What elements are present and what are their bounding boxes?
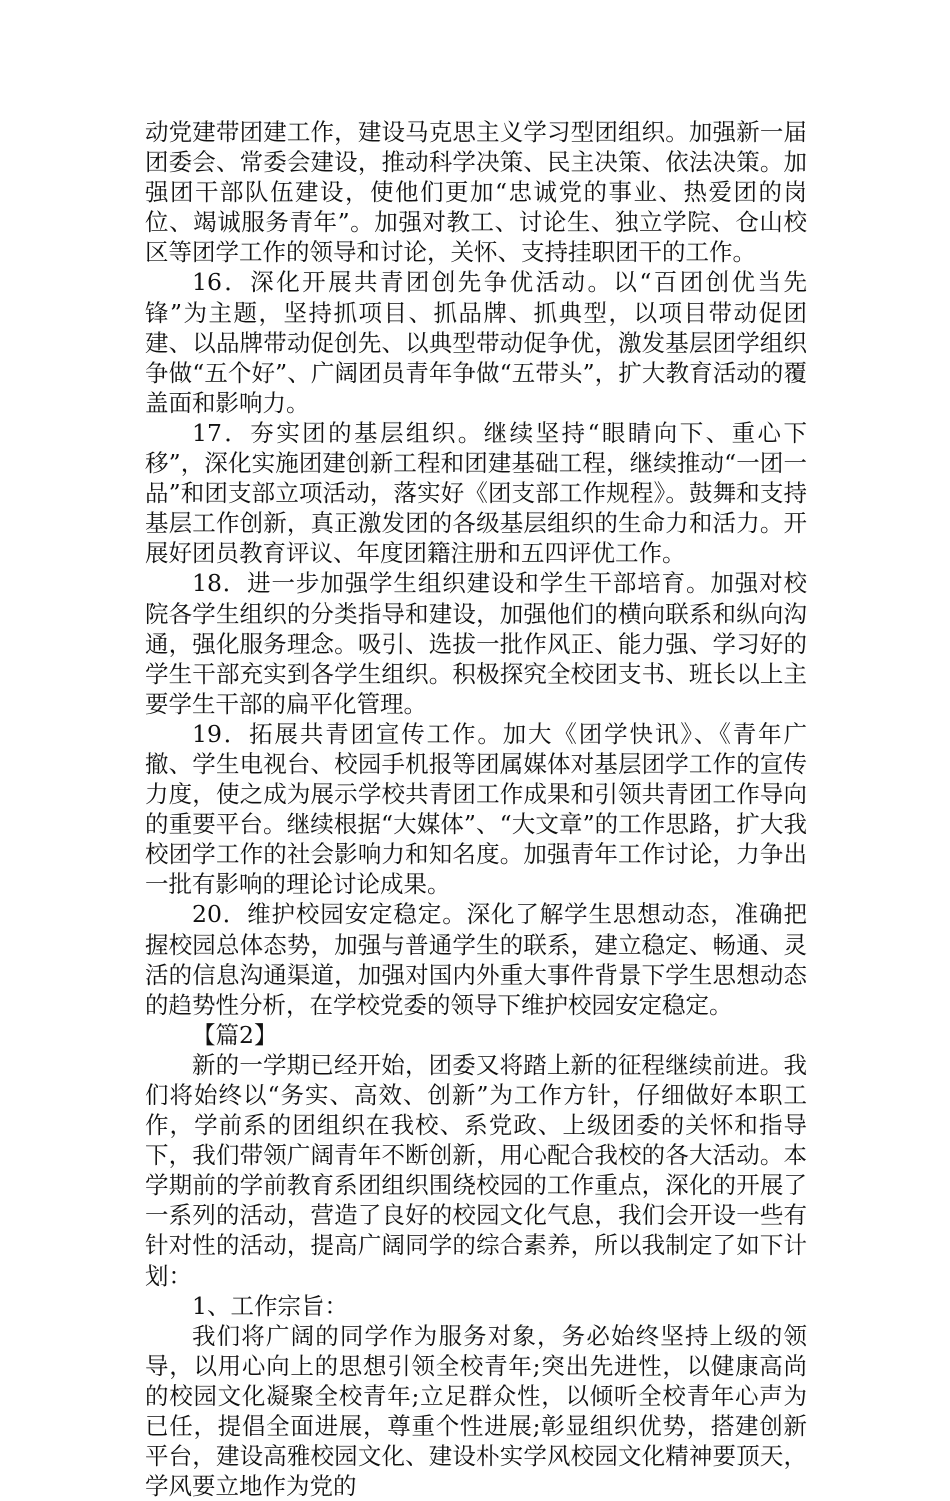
paragraph-item-16: 16．深化开展共青团创先争优活动。以“百团创优当先锋”为主题，坚持抓项目、抓品牌、抓典型，以项目带动促团建、以品牌带动促创先、以典型带动促争优，激发基层团学组织争做“五个好”、广阔团员青年争做“五带头”，扩大教育活动的覆盖面和影响力。 <box>145 268 807 417</box>
paragraph-work-purpose: 我们将广阔的同学作为服务对象，务必始终坚持上级的领导，以用心向上的思想引领全校青年;突出先进性，以健康高尚的校园文化凝聚全校青年;立足群众性，以倾听全校青年心声为已任，提倡全面进展，尊重个性进展;彰显组织优势，搭建创新平台，建设高雅校园文化、建设朴实学风校园文化精神要顶天，学风要立地作为党的 <box>145 1321 807 1501</box>
paragraph-intro: 新的一学期已经开始，团委又将踏上新的征程继续前进。我们将始终以“务实、高效、创新”为工作方针，仔细做好本职工作，学前系的团组织在我校、系党政、上级团委的关怀和指导下，我们带领广阔青年不断创新，用心配合我校的各大活动。本学期前的学前教育系团组织围绕校园的工作重点，深化的开展了一系列的活动，营造了良好的校园文化气息，我们会开设一些有针对性的活动，提高广阔同学的综合素养，所以我制定了如下计划： <box>145 1050 807 1290</box>
paragraph-continuation: 动党建带团建工作，建设马克思主义学习型团组织。加强新一届团委会、常委会建设，推动科学决策、民主决策、依法决策。加强团干部队伍建设，使他们更加“忠诚党的事业、热爱团的岗位、竭诚服务青年”。加强对教工、讨论生、独立学院、仓山校区等团学工作的领导和讨论，关怀、支持挂职团干的工作。 <box>145 118 807 267</box>
section-heading: 【篇2】 <box>192 1020 278 1049</box>
paragraph-item-20: 20．维护校园安定稳定。深化了解学生思想动态，准确把握校园总体态势，加强与普通学生的联系，建立稳定、畅通、灵活的信息沟通渠道，加强对国内外重大事件背景下学生思想动态的趋势性分析，在学校党委的领导下维护校园安定稳定。 <box>145 900 807 1019</box>
document-page <box>145 117 807 1501</box>
paragraph-item-19: 19．拓展共青团宣传工作。加大《团学快讯》、《青年广撤、学生电视台、校园手机报等团属媒体对基层团学工作的宣传力度，使之成为展示学校共青团工作成果和引领共青团工作导向的重要平台。继续根据“大媒体”、“大文章”的工作思路，扩大我校团学工作的社会影响力和知名度。加强青年工作讨论，力争出一批有影响的理论讨论成果。 <box>145 719 807 899</box>
subheading-work-purpose: 1、工作宗旨： <box>192 1291 348 1320</box>
paragraph-item-18: 18．进一步加强学生组织建设和学生干部培育。加强对校院各学生组织的分类指导和建设，加强他们的横向联系和纵向沟通，强化服务理念。吸引、选拔一批作风正、能力强、学习好的学生干部充实到各学生组织。积极探究全校团支书、班长以上主要学生干部的扁平化管理。 <box>145 569 807 718</box>
paragraph-item-17: 17．夯实团的基层组织。继续坚持“眼睛向下、重心下移”，深化实施团建创新工程和团建基础工程，继续推动“一团一品”和团支部立项活动，落实好《团支部工作规程》。鼓舞和支持基层工作创新，真正激发团的各级基层组织的生命力和活力。开展好团员教育评议、年度团籍注册和五四评优工作。 <box>145 418 807 568</box>
